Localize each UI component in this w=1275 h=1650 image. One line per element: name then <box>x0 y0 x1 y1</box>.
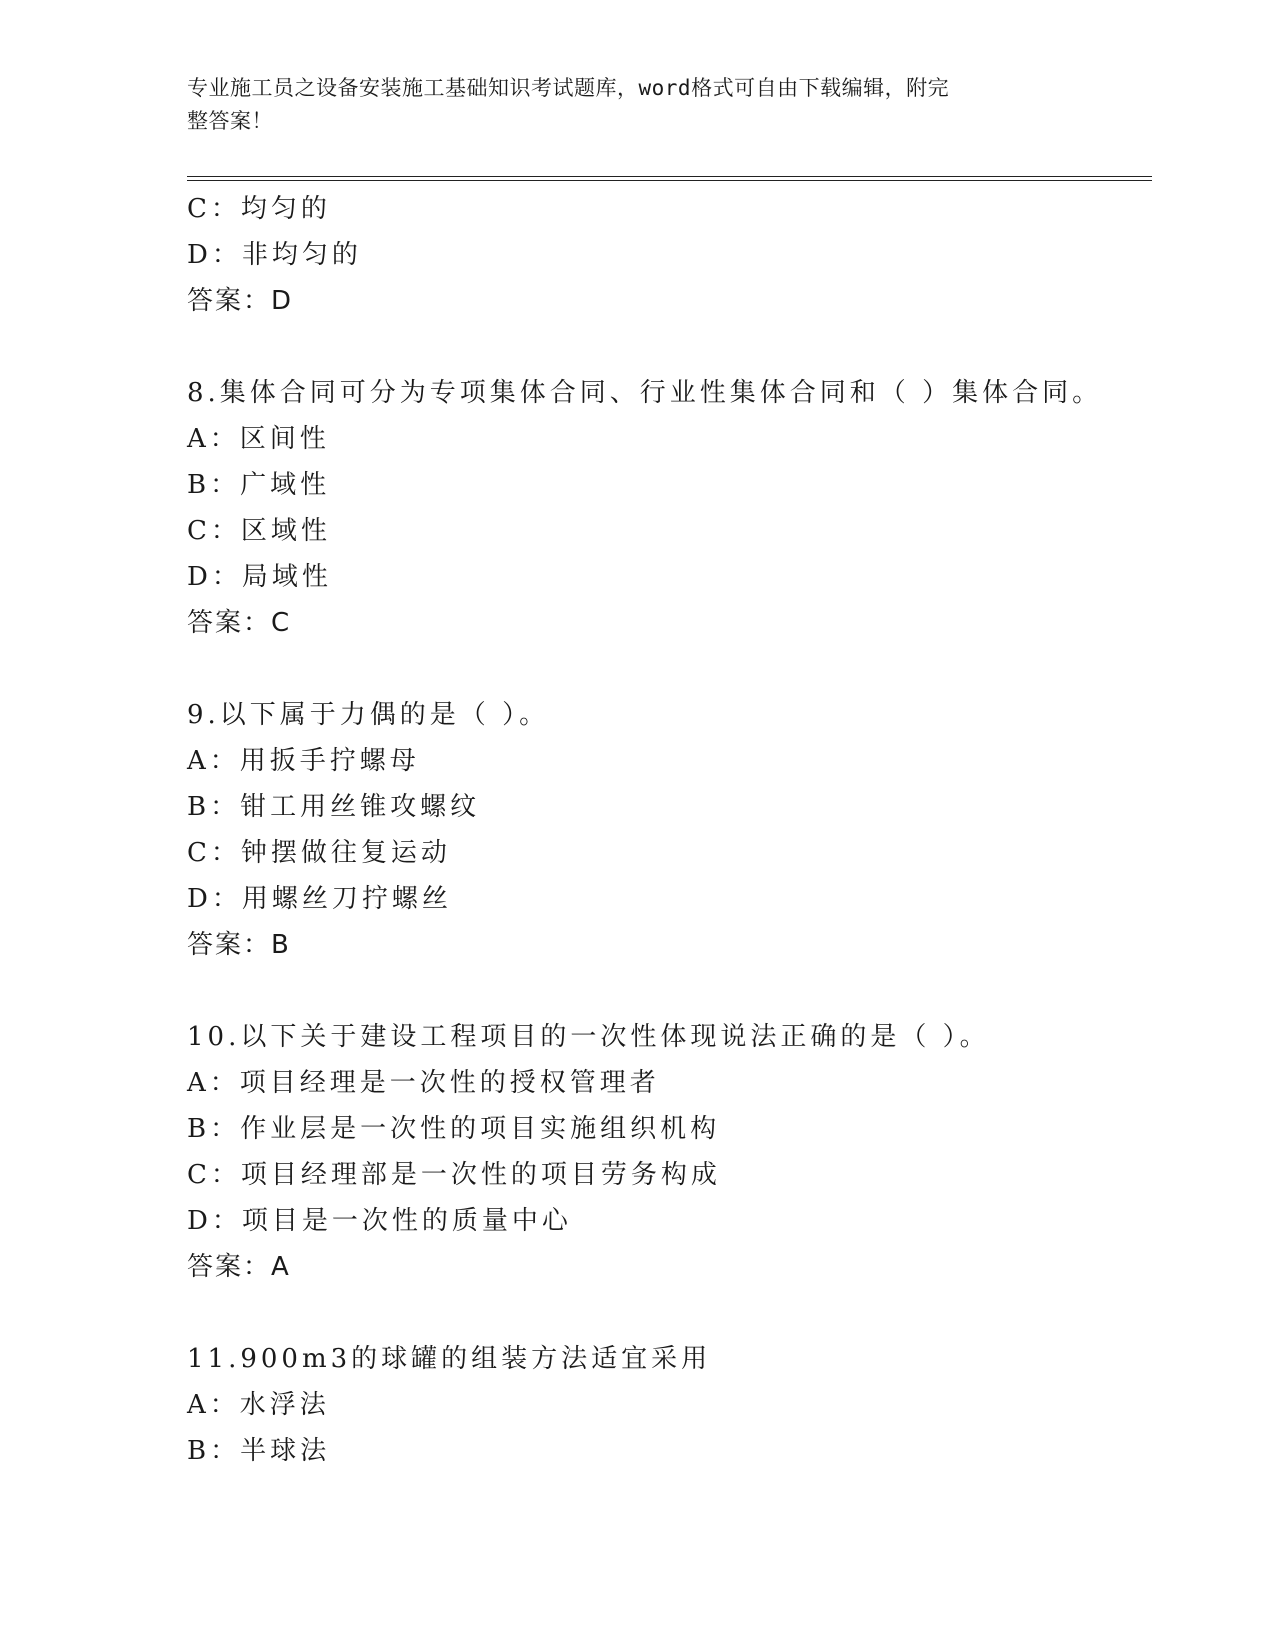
option-a: A：项目经理是一次性的授权管理者 <box>187 1068 660 1098</box>
answer-line: 答案：A <box>187 1252 291 1282</box>
question-spacer <box>187 646 1147 692</box>
question-spacer <box>187 968 1147 1014</box>
page-header <box>187 72 1067 138</box>
option-d: D：用螺丝刀拧螺丝 <box>187 884 452 914</box>
question-stem: 8.集体合同可分为专项集体合同、行业性集体合同和（ ）集体合同。 <box>187 378 1103 408</box>
option-a: A：水浮法 <box>187 1390 330 1420</box>
option-c: C：均匀的 <box>187 194 331 224</box>
option-c: C：钟摆做往复运动 <box>187 838 451 868</box>
answer-line: 答案：B <box>187 930 291 960</box>
question-stem: 11.900m3的球罐的组装方法适宜采用 <box>187 1344 712 1374</box>
option-b: B：半球法 <box>187 1436 331 1466</box>
answer-line: 答案：D <box>187 286 294 316</box>
question-spacer <box>187 324 1147 370</box>
question-11 <box>187 1336 1147 1474</box>
question-stem: 9.以下属于力偶的是（ ）。 <box>187 700 550 730</box>
header-divider <box>187 176 1152 181</box>
question-list <box>187 186 1147 1474</box>
question-9 <box>187 692 1147 968</box>
option-d: D：非均匀的 <box>187 240 362 270</box>
question-10 <box>187 1014 1147 1290</box>
question-8 <box>187 370 1147 646</box>
option-c: C：区域性 <box>187 516 331 546</box>
option-b: B：钳工用丝锥攻螺纹 <box>187 792 481 822</box>
question-stem: 10.以下关于建设工程项目的一次性体现说法正确的是（ ）。 <box>187 1022 990 1052</box>
option-b: B：广域性 <box>187 470 331 500</box>
option-b: B：作业层是一次性的项目实施组织机构 <box>187 1114 721 1144</box>
question-spacer <box>187 1290 1147 1336</box>
question-continued <box>187 186 1147 324</box>
answer-line: 答案：C <box>187 608 292 638</box>
option-d: D：项目是一次性的质量中心 <box>187 1206 572 1236</box>
option-a: A：用扳手拧螺母 <box>187 746 420 776</box>
option-d: D：局域性 <box>187 562 332 592</box>
option-a: A：区间性 <box>187 424 330 454</box>
header-text-line-2: 整答案！ <box>187 109 273 133</box>
option-c: C：项目经理部是一次性的项目劳务构成 <box>187 1160 721 1190</box>
header-text-line-1: 专业施工员之设备安装施工基础知识考试题库，word格式可自由下载编辑，附完 <box>187 76 950 100</box>
